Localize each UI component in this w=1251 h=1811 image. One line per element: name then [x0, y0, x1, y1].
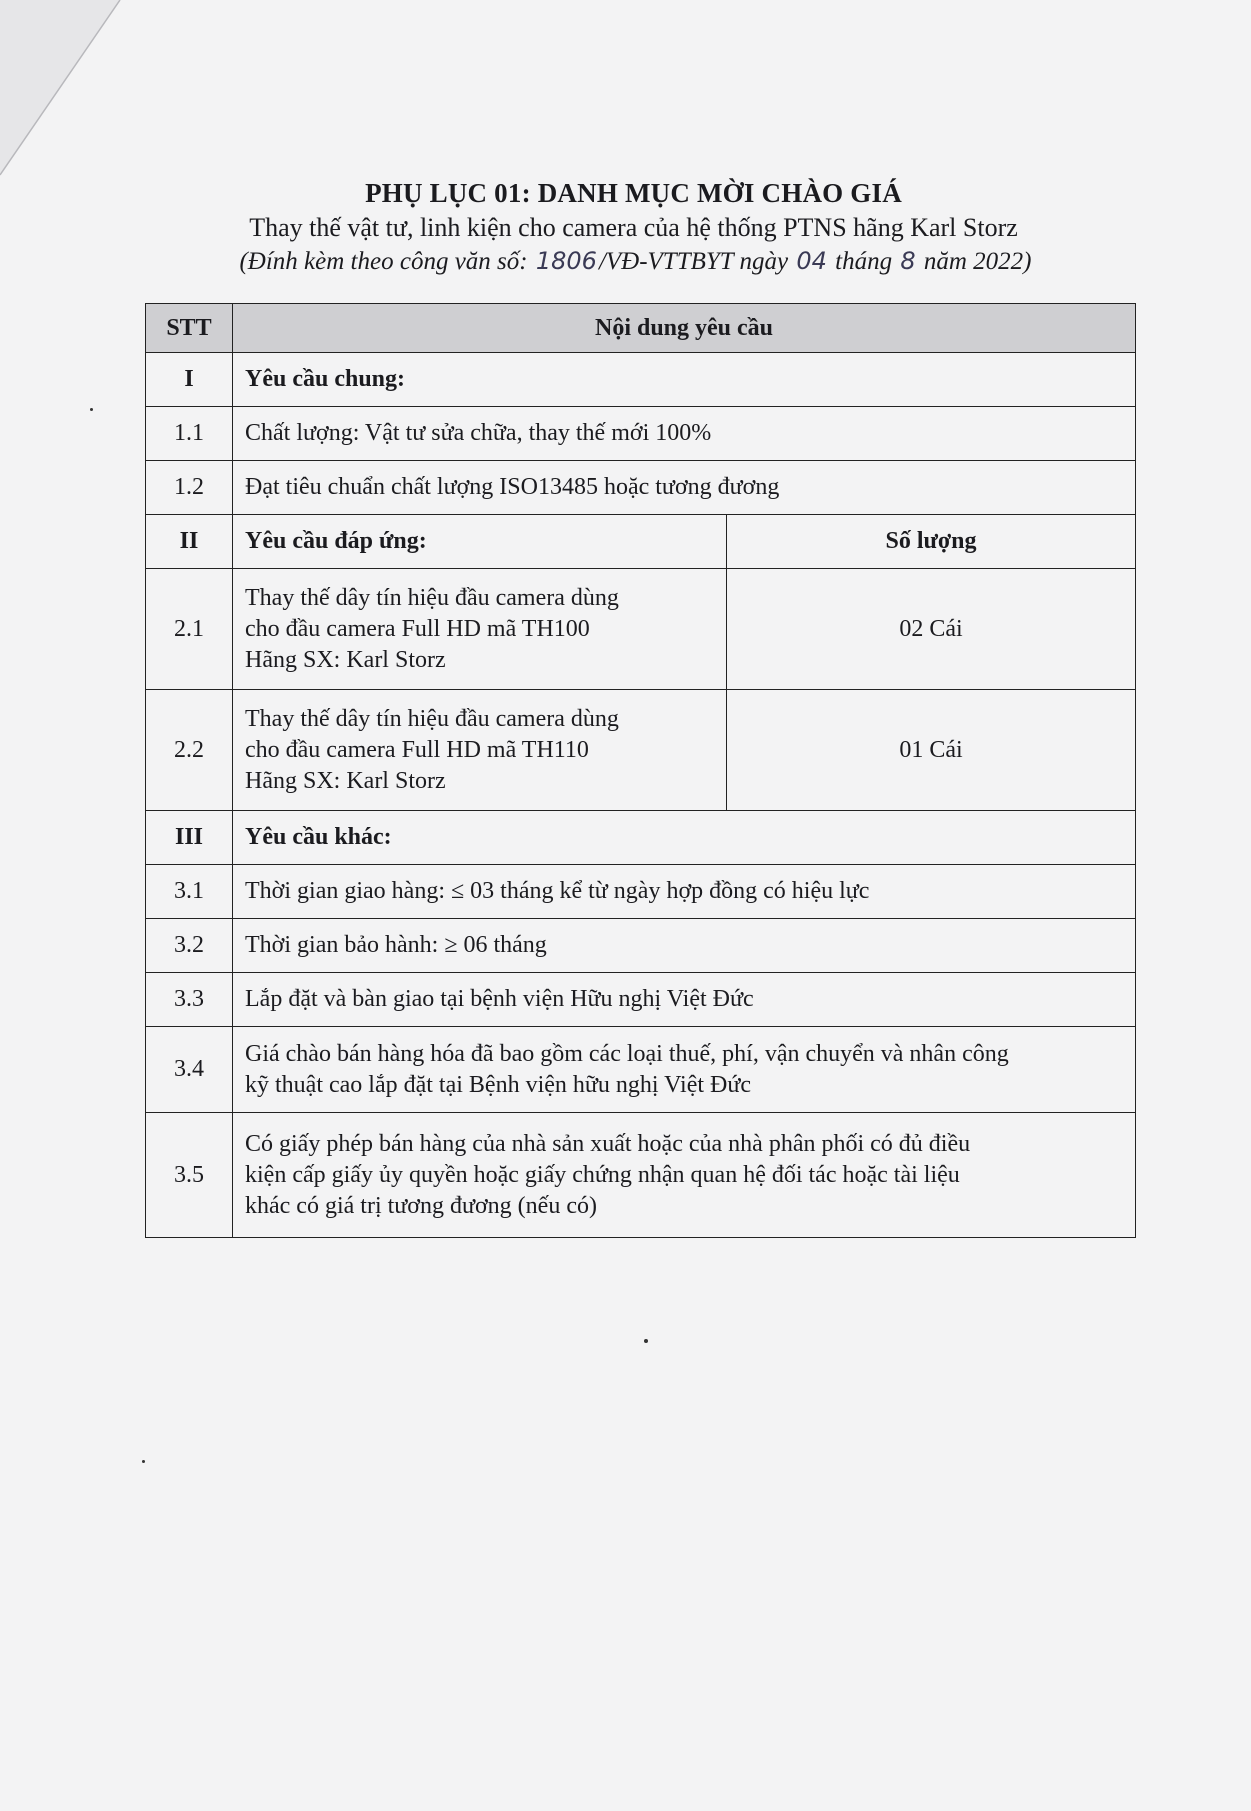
table-row [146, 1027, 1136, 1113]
reference-month-label: tháng [835, 248, 893, 275]
table-row [146, 973, 1136, 1027]
row-number: 3.5 [146, 1113, 233, 1238]
row-text-line: Thay thế dây tín hiệu đầu camera dùng [245, 705, 619, 732]
row-number: 3.2 [146, 919, 233, 973]
row-text: Chất lượng: Vật tư sửa chữa, thay thế mới 100% [233, 407, 1136, 461]
requirements-table [145, 303, 1136, 1238]
section-label: Yêu cầu khác: [233, 811, 1136, 865]
reference-line [20, 247, 1251, 276]
handwritten-document-number: 1806 [535, 247, 597, 275]
row-text-line: Hãng SX: Karl Storz [245, 646, 446, 673]
row-quantity: 01 Cái [727, 690, 1136, 811]
reference-prefix: (Đính kèm theo công văn số: [239, 248, 528, 275]
row-text: Lắp đặt và bàn giao tại bệnh viện Hữu nghị Việt Đức [233, 973, 1136, 1027]
row-text-line: Thay thế dây tín hiệu đầu camera dùng [245, 584, 619, 611]
table-row [146, 569, 1136, 690]
section-row-response [146, 515, 1136, 569]
document-header [0, 178, 1251, 276]
document-subtitle: Thay thế vật tư, linh kiện cho camera của hệ thống PTNS hãng Karl Storz [249, 213, 1018, 242]
row-text [233, 569, 727, 690]
row-number: 3.4 [146, 1027, 233, 1113]
row-quantity: 02 Cái [727, 569, 1136, 690]
quantity-header: Số lượng [727, 515, 1136, 569]
table-row [146, 461, 1136, 515]
row-number: 3.1 [146, 865, 233, 919]
header-content: Nội dung yêu cầu [233, 304, 1136, 353]
section-label: Yêu cầu đáp ứng: [233, 515, 727, 569]
table-row [146, 919, 1136, 973]
row-text-line: Giá chào bán hàng hóa đã bao gồm các loại thuế, phí, vận chuyển và nhân công [245, 1040, 1009, 1067]
table-header-row [146, 304, 1136, 353]
paper-speck [90, 408, 93, 411]
document-title: PHỤ LỤC 01: DANH MỤC MỜI CHÀO GIÁ [365, 178, 902, 208]
reference-year-label: năm 2022) [923, 248, 1032, 275]
section-number: I [146, 353, 233, 407]
row-text [233, 1113, 1136, 1238]
row-text [233, 690, 727, 811]
row-text-line: cho đầu camera Full HD mã TH100 [245, 615, 590, 642]
paper-speck [644, 1339, 648, 1343]
handwritten-day: 04 [796, 247, 827, 275]
row-text-line: Hãng SX: Karl Storz [245, 767, 446, 794]
row-text [233, 1027, 1136, 1113]
table-row [146, 865, 1136, 919]
section-row-general [146, 353, 1136, 407]
reference-code: /VĐ-VTTBYT ngày [598, 248, 789, 275]
handwritten-month: 8 [900, 247, 916, 275]
header-stt: STT [146, 304, 233, 353]
row-number: 2.1 [146, 569, 233, 690]
row-text-line: cho đầu camera Full HD mã TH110 [245, 736, 589, 763]
row-number: 3.3 [146, 973, 233, 1027]
section-number: III [146, 811, 233, 865]
table-row [146, 690, 1136, 811]
row-text-line: Có giấy phép bán hàng của nhà sản xuất hoặc của nhà phân phối có đủ điều [245, 1130, 971, 1157]
row-number: 1.2 [146, 461, 233, 515]
paper-speck [142, 1460, 145, 1463]
row-text-line: kỹ thuật cao lắp đặt tại Bệnh viện hữu nghị Việt Đức [245, 1071, 752, 1098]
row-text-line: kiện cấp giấy ủy quyền hoặc giấy chứng nhận quan hệ đối tác hoặc tài liệu [245, 1161, 960, 1188]
row-number: 1.1 [146, 407, 233, 461]
row-text: Thời gian bảo hành: ≥ 06 tháng [233, 919, 1136, 973]
row-number: 2.2 [146, 690, 233, 811]
table-row [146, 407, 1136, 461]
table-row [146, 1113, 1136, 1238]
row-text-line: khác có giá trị tương đương (nếu có) [245, 1192, 597, 1219]
section-label: Yêu cầu chung: [233, 353, 1136, 407]
row-text: Đạt tiêu chuẩn chất lượng ISO13485 hoặc tương đương [233, 461, 1136, 515]
section-number: II [146, 515, 233, 569]
section-row-other [146, 811, 1136, 865]
row-text: Thời gian giao hàng: ≤ 03 tháng kể từ ngày hợp đồng có hiệu lực [233, 865, 1136, 919]
